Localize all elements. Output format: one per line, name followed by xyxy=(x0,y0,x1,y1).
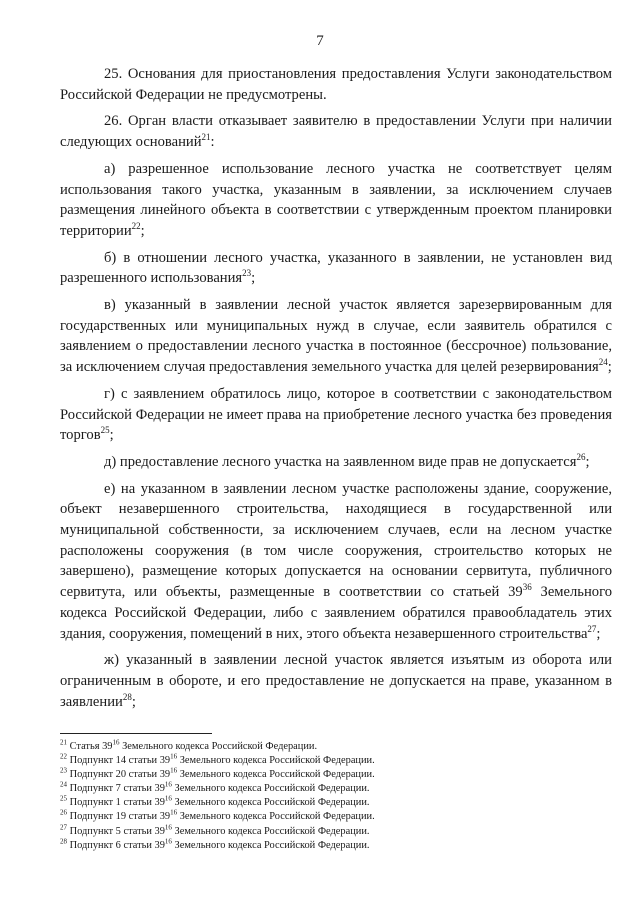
paragraph-text: в) указанный в заявлении лесной участок является зарезервированным для государственных или муниципальных нужд в случае, если заявитель обратился с заявлением о предоставлении лесного участка в постоянное (бессрочное) пользование, за исключением случая предоставления земельного участка для целей резервирования xyxy=(60,297,612,376)
footnote-text: Подпункт 7 статьи 39 xyxy=(69,783,165,795)
page-number: 7 xyxy=(316,33,324,49)
footnote-text-end: Земельного кодекса Российской Федерации. xyxy=(171,825,370,837)
footnote-number: 27 xyxy=(60,823,67,832)
footnote-text-end: Земельного кодекса Российской Федерации. xyxy=(119,741,318,752)
paragraph-tail: ; xyxy=(585,453,590,470)
paragraph-tail: ; xyxy=(140,222,145,239)
item-b xyxy=(60,248,612,289)
paragraph-text: 26. Орган власти отказывает заявителю в предоставлении Услуги при наличии следующих оснований xyxy=(60,113,612,151)
footnotes xyxy=(60,740,612,853)
article-superscript: 16 xyxy=(112,738,120,747)
footnote-text: Подпункт 5 статьи 39 xyxy=(69,825,165,837)
footnote-text-end: Земельного кодекса Российской Федерации. xyxy=(177,755,375,767)
paragraph-tail: ; xyxy=(607,359,612,376)
footnote-number: 26 xyxy=(60,809,67,817)
article-superscript: 36 xyxy=(522,582,532,593)
item-e xyxy=(60,479,612,645)
footnote-text: Подпункт 19 статьи 39 xyxy=(69,811,171,823)
footnote-ref: 21 xyxy=(201,132,211,143)
footnote-ref: 28 xyxy=(122,691,132,702)
paragraph-text: г) с заявлением обратилось лицо, которое в соответствии с законодательством Российской Федерации не имеет права на приобретение лесного участка без проведения торгов xyxy=(60,385,612,444)
document-body xyxy=(60,64,612,718)
article-superscript: 16 xyxy=(164,837,172,846)
footnote-text: Подпункт 1 статьи 39 xyxy=(69,797,165,809)
article-superscript: 16 xyxy=(164,823,172,832)
article-superscript: 16 xyxy=(170,766,178,775)
paragraph-text: е) на указанном в заявлении лесном участке расположены здание, сооружение, объект незавершенного строительства, находящиеся в государственной или муниципальной собственности, за исключением случаев, если на лесном участке расположены сооружения (в том числе сооружения, строительство которых не завершено), размещение которых допускается на основании сервитута, публичного сервитута, или объекты, размещенные в соответствии со статьей 39 xyxy=(60,480,612,601)
footnote-24 xyxy=(60,782,612,796)
article-superscript: 16 xyxy=(170,752,178,761)
footnote-text-end: Земельного кодекса Российской Федерации. xyxy=(177,811,375,823)
footnote-text-end: Земельного кодекса Российской Федерации. xyxy=(177,769,375,781)
footnote-23 xyxy=(60,768,612,782)
footnote-separator xyxy=(60,733,212,734)
paragraph-tail: ; xyxy=(131,693,136,710)
item-g xyxy=(60,384,612,446)
footnote-ref: 22 xyxy=(131,221,141,232)
paragraph-26 xyxy=(60,111,612,152)
footnote-text-end: Земельного кодекса Российской Федерации. xyxy=(171,797,370,809)
footnote-ref: 26 xyxy=(576,452,586,463)
paragraph-tail: ; xyxy=(251,270,256,287)
footnote-text: Подпункт 6 статьи 39 xyxy=(69,839,165,851)
footnote-number: 28 xyxy=(60,837,67,846)
paragraph-text-continued: Земельного кодекса Российской Федерации, либо с заявлением обратился правообладатель этих здания, сооружения, помещений в них, этого объекта незавершенного строительства xyxy=(60,584,612,642)
paragraph-text: б) в отношении лесного участка, указанного в заявлении, не установлен вид разрешенного использования xyxy=(60,249,612,287)
footnote-text: Подпункт 14 статьи 39 xyxy=(69,755,171,767)
paragraph-tail: : xyxy=(210,134,215,151)
footnote-number: 22 xyxy=(60,752,67,761)
footnote-25 xyxy=(60,796,612,810)
item-a xyxy=(60,159,612,242)
footnote-text: Подпункт 20 статьи 39 xyxy=(69,769,171,781)
footnote-26 xyxy=(60,810,612,824)
footnote-text: Статья 39 xyxy=(69,741,113,752)
footnote-21 xyxy=(60,740,612,754)
footnote-28 xyxy=(60,839,612,853)
paragraph-text: а) разрешенное использование лесного участка не соответствует целям использования такого участка, указанным в заявлении, за исключением случаев размещения линейного объекта в соответствии с утвержденным проектом планировки территории xyxy=(60,160,612,239)
footnote-ref: 23 xyxy=(242,268,252,279)
item-d xyxy=(60,452,612,473)
footnote-number: 23 xyxy=(60,766,67,775)
footnote-text-end: Земельного кодекса Российской Федерации. xyxy=(171,783,370,795)
footnote-number: 24 xyxy=(60,780,67,789)
footnote-text-end: Земельного кодекса Российской Федерации. xyxy=(171,839,370,851)
paragraph-tail: ; xyxy=(109,427,114,444)
item-zh xyxy=(60,650,612,712)
paragraph-25 xyxy=(60,64,612,105)
paragraph-tail: ; xyxy=(596,625,601,642)
article-superscript: 16 xyxy=(170,809,178,817)
footnote-27 xyxy=(60,825,612,839)
article-superscript: 16 xyxy=(164,780,172,789)
footnote-ref: 24 xyxy=(598,357,608,368)
paragraph-text: ж) указанный в заявлении лесной участок является изъятым из оборота или ограниченным в обороте, и его предоставление не допускается на праве, указанном в заявлении xyxy=(60,652,612,710)
footnote-number: 25 xyxy=(60,794,67,803)
paragraph-text: д) предоставление лесного участка на заявленном виде прав не допускается xyxy=(104,453,577,470)
footnote-ref: 25 xyxy=(100,425,110,436)
item-v xyxy=(60,295,612,378)
footnote-ref: 27 xyxy=(587,623,597,634)
paragraph-text: 25. Основания для приостановления предоставления Услуги законодательством Российской Федерации не предусмотрены. xyxy=(60,66,612,103)
footnote-22 xyxy=(60,754,612,768)
article-superscript: 16 xyxy=(164,794,172,803)
footnote-number: 21 xyxy=(60,738,67,747)
